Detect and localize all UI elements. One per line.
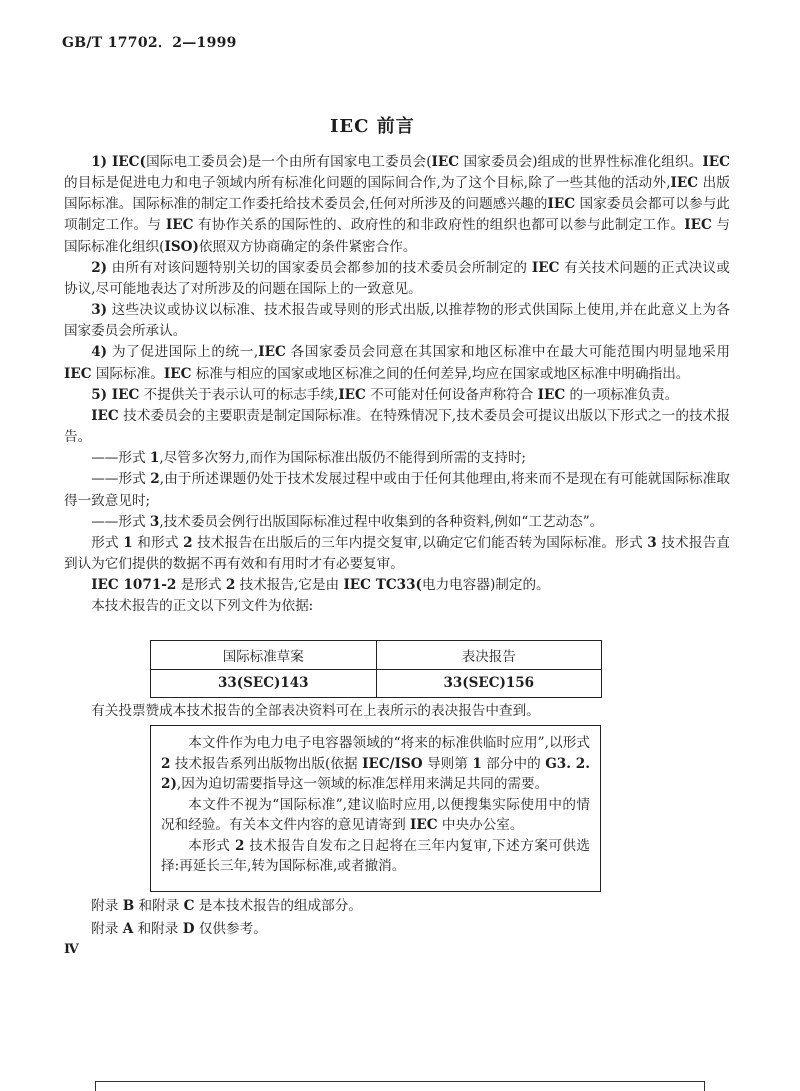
notice-paragraph-2: 本文件不视为“国际标准”,建议临时应用,以便搜集实际使用中的情况和经验。有关本文件内容的意见请寄到 IEC 中央办公室。 — [161, 796, 590, 833]
paragraph-6: IEC 技术委员会的主要职责是制定国际标准。在特殊情况下,技术委员会可提议出版以下形式之一的技术报告。 — [64, 407, 730, 446]
table-cell — [151, 669, 377, 698]
bold-latin-run: IEC — [531, 259, 560, 276]
paragraph-basis: 本技术报告的正文以下列文件为依据: — [91, 598, 314, 615]
bold-latin-run: IEC 1071-2 — [91, 577, 177, 594]
paragraph-3: 3) 这些决议或协议以标准、技术报告或导则的形式出版,以推荐物的形式供国际上使用,并在此意义上为各国家委员会所承认。 — [64, 302, 730, 340]
bold-latin-run: A — [122, 921, 134, 937]
bold-latin-run: C — [183, 898, 195, 914]
appendix-note-informative: 附录 A 和附录 D 仅供参考。 — [91, 921, 267, 937]
standard-code: GB/T 17702．2—1999 — [62, 35, 237, 51]
voting-info-paragraph: 有关投票赞成本技术报告的全部表决资料可在上表所示的表决报告中查到。 — [91, 703, 540, 719]
table-row — [151, 669, 602, 698]
bold-latin-run: 2 — [225, 577, 236, 594]
bold-latin-run: 1 — [149, 450, 160, 467]
page-title: IEC 前言 — [330, 116, 415, 137]
bottom-frame-border — [95, 1081, 705, 1091]
bold-latin-run: D — [182, 921, 195, 937]
bold-latin-run: IEC — [258, 344, 286, 361]
paragraph-1: 1) IEC(国际电工委员会)是一个由所有国家电工委员会(IEC 国家委员会)组成的世界性标准化组织。IEC 的目标是促进电力和电子领域内所有标准化问题的国际间合作,为了这个目标,除了一些其他的活动外,IEC 出版国际标准。国际标准的制定工作委托给技术委员会,任何对所涉及的问题感兴趣的IEC 国家委员会都可以参与此项制定工作。与 IEC 有协作关系的国际性的、政府性的和非政府性的组织也都可以参与此制定工作。IEC 与国际标准化组织(ISO)依照双方协商确定的条件紧密合作。 — [64, 154, 730, 255]
bold-latin-run: 5) IEC — [91, 386, 140, 403]
bold-latin-run: IEC — [431, 154, 460, 170]
paragraph-4: 4) 为了促进国际上的统一,IEC 各国家委员会同意在其国家和地区标准中在最大可能范围内明显地采用 IEC 国际标准。IEC 标准与相应的国家或地区标准之间的任何差异,均应在国家或地区标准中明确指出。 — [64, 344, 730, 382]
basis-documents-table — [150, 640, 602, 698]
bold-latin-run: IEC — [91, 407, 119, 424]
bold-latin-run: IEC — [64, 365, 92, 382]
bold-latin-run: IEC/ISO — [362, 755, 423, 772]
paragraph-2: 2) 由所有对该问题特别关切的国家委员会都参加的技术委员会所制定的 IEC 有关技术问题的正式决议或协议,尽可能地表达了对所涉及的问题在国际上的一致意见。 — [64, 259, 730, 297]
form-1-item: ——形式 1,尽管多次努力,而作为国际标准出版仍不能得到所需的支持时; — [91, 450, 527, 467]
page-number: Ⅳ — [64, 942, 79, 957]
appendix-note-normative: 附录 B 和附录 C 是本技术报告的组成部分。 — [91, 898, 362, 914]
paragraph-review: 形式 1 和形式 2 技术报告在出版后的三年内提交复审,以确定它们能否转为国际标准。形式 3 技术报告直到认为它们提供的数据不再有效和有用时才有必要复审。 — [64, 534, 730, 572]
notice-box — [150, 725, 601, 892]
bold-latin-run: 4) — [91, 344, 108, 361]
bold-latin-run: IEC — [163, 365, 192, 382]
bold-latin-run: 33(SEC)156 — [443, 675, 535, 692]
table-header-cell: 表决报告 — [376, 641, 602, 670]
bold-latin-run: 2 — [183, 534, 193, 551]
bold-latin-run: IEC — [684, 217, 712, 234]
bold-latin-run: 1 — [472, 755, 482, 772]
bold-latin-run: IEC TC33( — [343, 577, 422, 594]
bold-latin-run: IEC — [410, 817, 438, 833]
bold-latin-run: 3 — [647, 534, 657, 551]
paragraph-5: 5) IEC 不提供关于表示认可的标志手续,IEC 不可能对任何设备声称符合 IEC 的一项标准负责。 — [91, 386, 679, 403]
bold-latin-run: 2) — [91, 259, 108, 276]
notice-paragraph-3: 本形式 2 技术报告自发布之日起将在三年内复审,下述方案可供选择:再延长三年,转为国际标准,或者撤消。 — [161, 837, 591, 874]
notice-paragraph-1: 本文件作为电力电子电容器领域的“将来的标准供临时应用”,以形式 2 技术报告系列出版物出版(依据 IEC/ISO 导则第 1 部分中的 G3. 2. 2),因为迫切需要指导这一领域的标准怎样用来满足共同的需要。 — [161, 735, 590, 792]
form-3-item: ——形式 3,技术委员会例行出版国际标准过程中收集到的各种资料,例如“工艺动态”。 — [91, 513, 604, 530]
bold-latin-run: B — [122, 898, 135, 914]
table-header-row — [151, 641, 602, 670]
foreword-body — [64, 152, 730, 617]
bold-latin-run: 2 — [235, 837, 245, 854]
paragraph-tr-origin: IEC 1071-2 是形式 2 技术报告,它是由 IEC TC33(电力电容器)制定的。 — [91, 577, 550, 594]
bold-latin-run: IEC — [547, 196, 576, 213]
form-2-item: ——形式 2,由于所述课题仍处于技术发展过程中或由于任何其他理由,将来而不是现在有可能就国际标准取得一致意见时; — [64, 471, 730, 509]
bold-latin-run: 3) — [91, 302, 108, 319]
bold-latin-run: IEC — [165, 217, 194, 234]
bold-latin-run: ISO) — [164, 238, 199, 255]
bold-latin-run: IEC — [537, 386, 566, 403]
table-cell — [376, 669, 602, 698]
bold-latin-run: 3 — [149, 513, 160, 530]
table-header-cell: 国际标准草案 — [151, 641, 377, 670]
bold-latin-run: 33(SEC)143 — [217, 675, 309, 692]
bold-latin-run: 1) IEC( — [91, 154, 146, 170]
bold-latin-run: 2 — [150, 471, 160, 488]
bold-latin-run: 1 — [123, 534, 133, 551]
bold-latin-run: 2 — [161, 755, 171, 772]
bold-latin-run: G3. 2. 2) — [161, 755, 590, 792]
bold-latin-run: IEC — [702, 154, 730, 170]
bold-latin-run: IEC — [670, 175, 699, 192]
bold-latin-run: IEC — [338, 386, 366, 403]
